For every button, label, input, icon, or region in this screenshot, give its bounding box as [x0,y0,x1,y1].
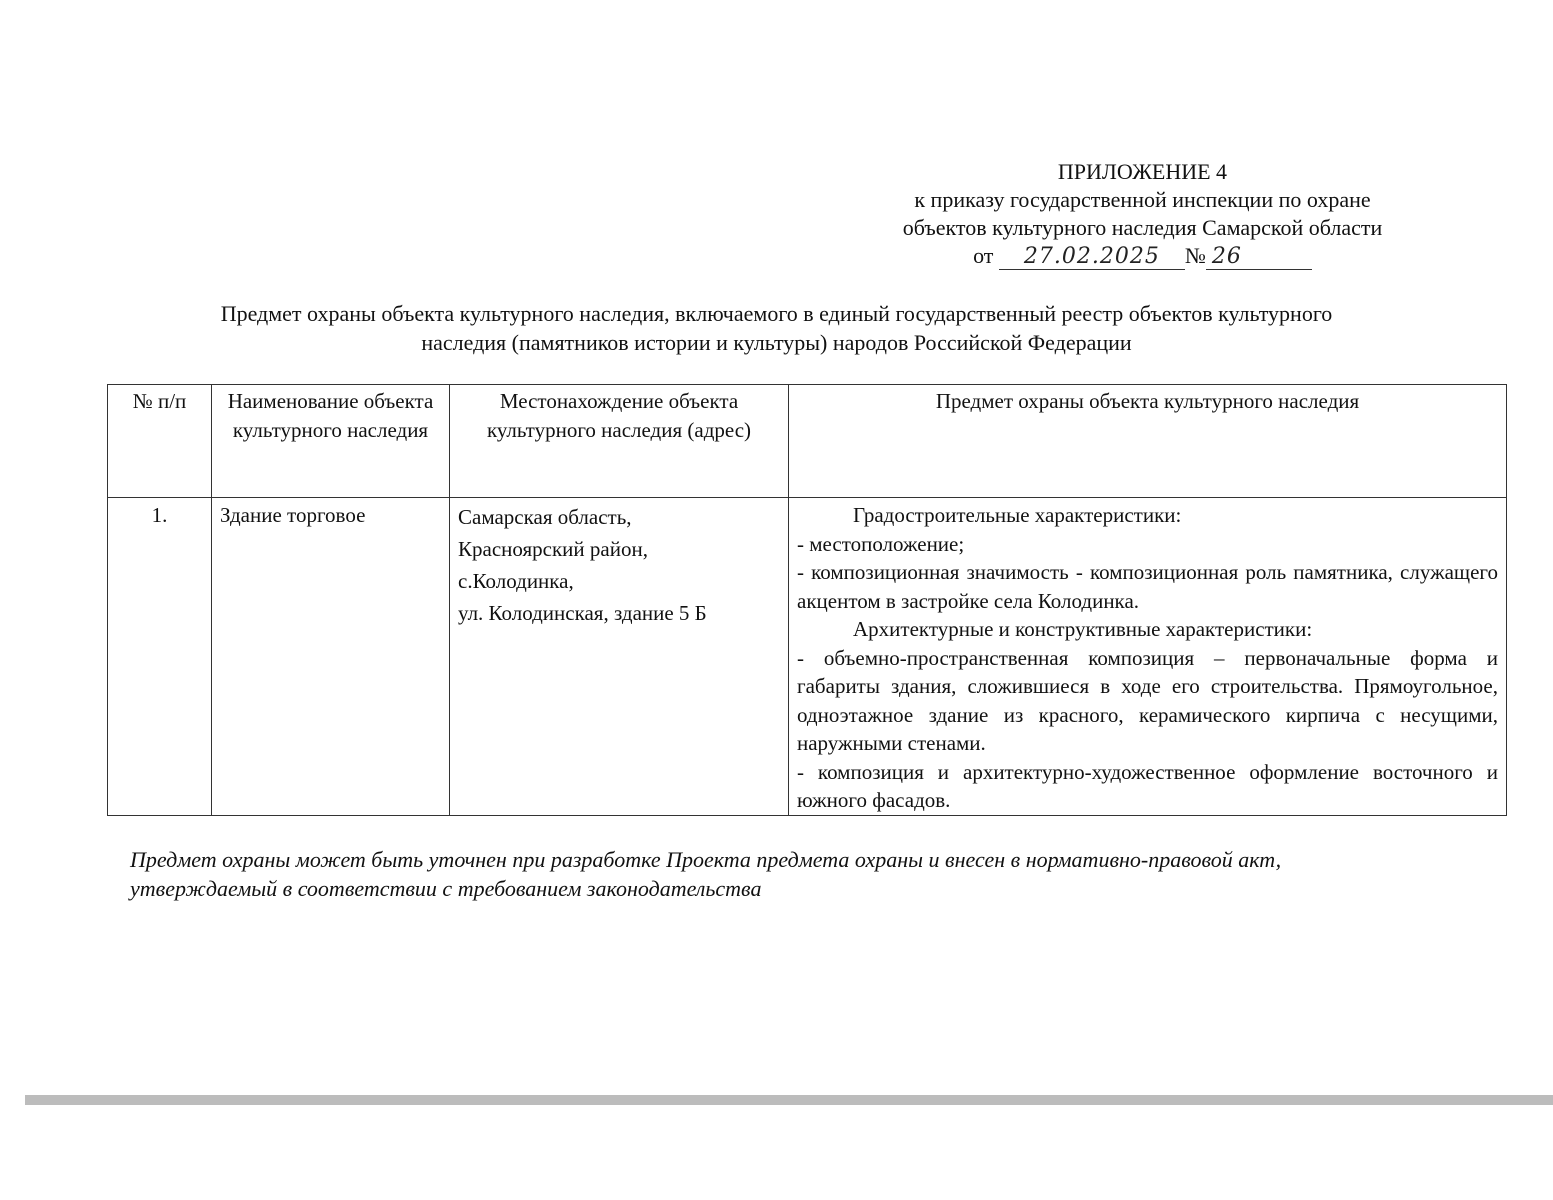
object-address [450,498,789,816]
row-number: 1. [108,498,212,816]
appendix-order-line-2: объектов культурного наследия Самарской области [902,215,1383,240]
appendix-header [840,158,1445,270]
address-line: Самарская область, [458,505,632,529]
urban-heading: Градостроительные характеристики: [853,503,1182,527]
address-line: ул. Колодинская, здание 5 Б [458,601,707,625]
header-address: Местонахождение объекта культурного наследия (адрес) [450,385,789,498]
header-number: № п/п [108,385,212,498]
header-protection-subject: Предмет охраны объекта культурного наследия [789,385,1507,498]
address-line: с.Колодинка, [458,569,574,593]
number-sign: № [1184,243,1206,268]
protection-subject [789,498,1507,816]
object-name: Здание торговое [212,498,450,816]
date-prefix: от [973,243,994,268]
address-line: Красноярский район, [458,537,648,561]
order-date-line [973,242,1312,270]
protection-table [107,384,1507,816]
footnote: Предмет охраны может быть уточнен при разработке Проекта предмета охраны и внесен в нормативно-правовой акт, утверждаемый в соответствии с требованием законодательства [130,847,1282,901]
header-object-name: Наименование объекта культурного наследия [212,385,450,498]
appendix-order-line: к приказу государственной инспекции по охране [914,187,1371,212]
scan-edge-bar [25,1095,1553,1105]
handwritten-number: 26 [1206,245,1312,270]
document-title [70,299,1483,357]
urban-item: - местоположение; [797,531,965,556]
handwritten-date: 27.02.2025 [999,245,1185,270]
architecture-item: - композиция и архитектурно-художественное оформление восточного и южного фасадов. [797,759,1498,812]
architecture-heading: Архитектурные и конструктивные характеристики: [853,617,1313,641]
appendix-number: ПРИЛОЖЕНИЕ 4 [1057,159,1228,184]
table-header-row [108,385,1507,498]
table-row [108,498,1507,816]
document-title-line-2: наследия (памятников истории и культуры) народов Российской Федерации [421,330,1132,355]
architecture-item: - объемно-пространственная композиция – первоначальные форма и габариты здания, сложившиеся в ходе его строительства. Прямоугольное, одноэтажное здание из красного, керамического кирпича с несущими, наружными стенами. [797,645,1498,755]
urban-item: - композиционная значимость - композиционная роль памятника, служащего акцентом в застройке села Колодинка. [797,560,1498,613]
document-title-line-1: Предмет охраны объекта культурного наследия, включаемого в единый государственный реестр объектов культурного [220,301,1333,326]
